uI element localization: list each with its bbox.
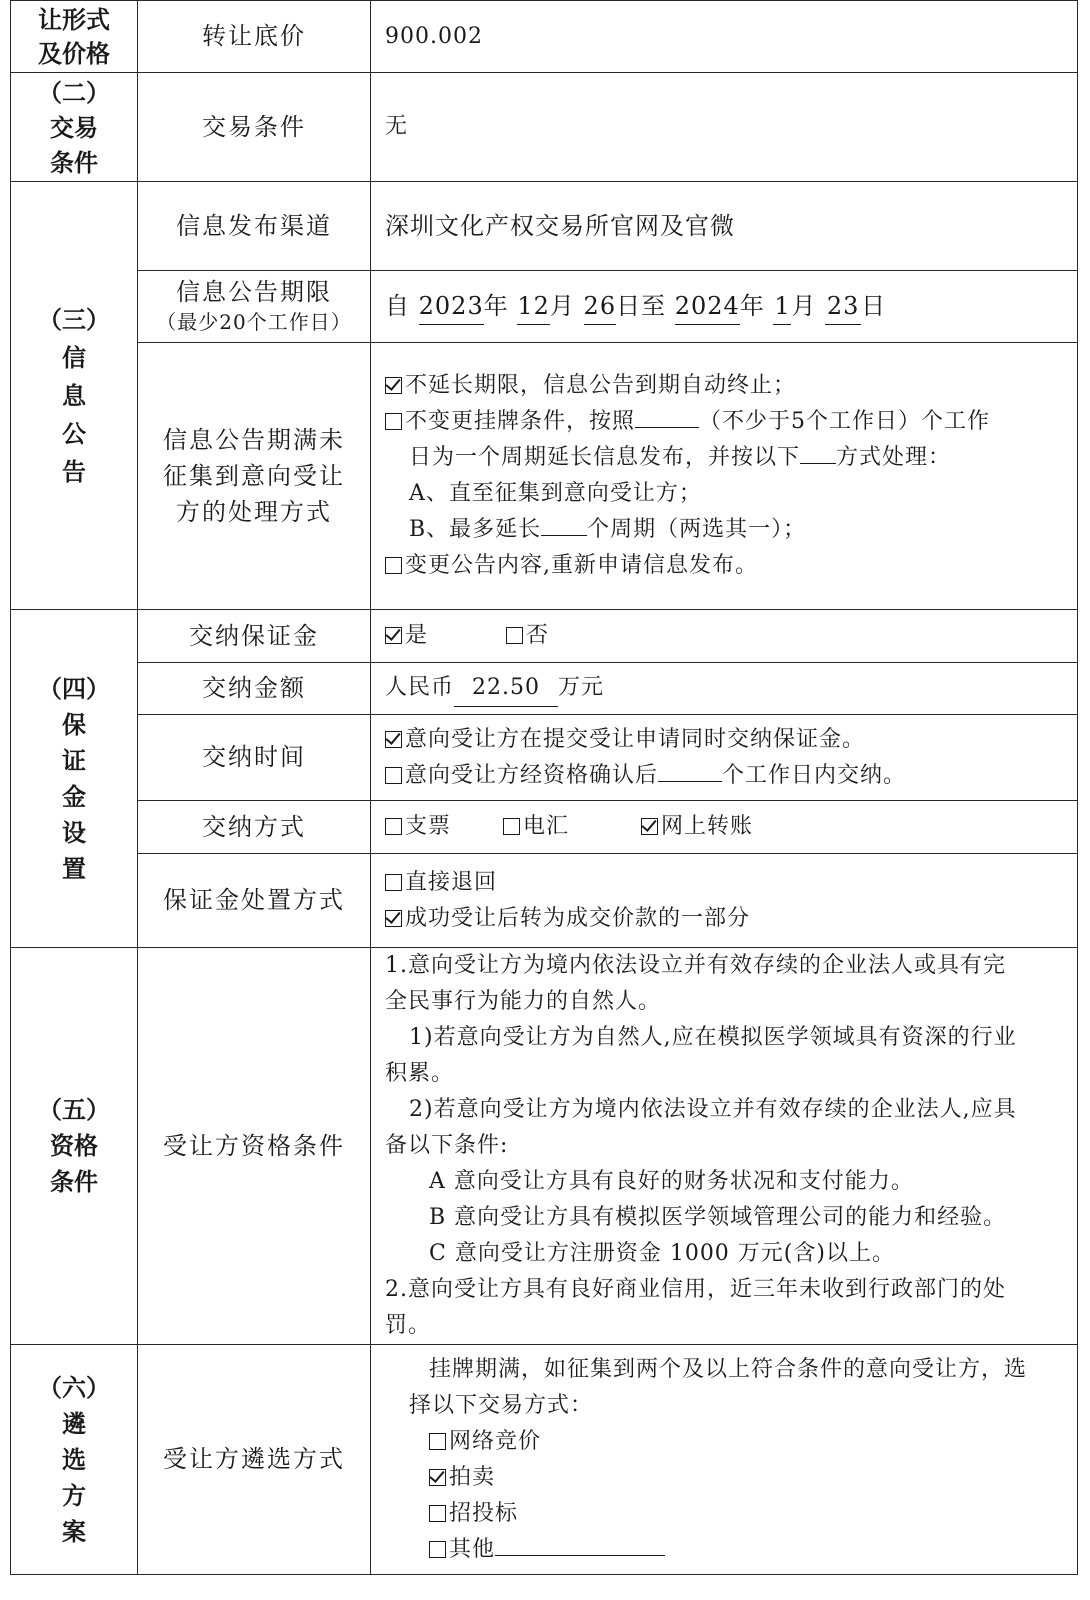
checkbox-method-wire[interactable]: [503, 818, 520, 835]
label-deposit-method: 交纳方式: [138, 801, 371, 854]
blank-method[interactable]: [800, 463, 836, 464]
row-deposit-time: [11, 715, 1078, 801]
option-extend-b: 个周期（两选其一）；: [587, 517, 807, 542]
section-line: 遴: [62, 1408, 86, 1438]
section-cell-deposit: [11, 610, 138, 948]
row-deposit-method: [11, 801, 1078, 854]
expiry-label-line: 方的处理方式: [176, 498, 332, 526]
qualification-line: 2)若意向受让方为境内依法设立并有效存续的企业法人,应具: [409, 1097, 1017, 1122]
end-year: 2024: [675, 288, 740, 325]
option-time-after-qualification: 意向受让方经资格确认后: [405, 762, 659, 788]
option-time-with-application: 意向受让方在提交受让申请同时交纳保证金。: [405, 726, 866, 752]
end-day: 23: [825, 288, 861, 325]
section-cell-selection: [11, 1345, 138, 1575]
qualification-line: A 意向受让方具有良好的财务状况和支付能力。: [429, 1169, 914, 1194]
checkbox-method-online[interactable]: [641, 818, 658, 835]
label-deposit-time: 交纳时间: [138, 715, 371, 801]
label-qualification: 受让方资格条件: [138, 948, 371, 1345]
amount-value: 22.50: [454, 670, 558, 707]
period-text: 月: [549, 292, 575, 320]
checkbox-dispose-refund[interactable]: [385, 874, 402, 891]
section-line: 息: [62, 380, 86, 410]
checkbox-no-extend[interactable]: [385, 377, 402, 394]
value-deposit-time: [371, 715, 1078, 801]
qualification-line: B 意向受让方具有模拟医学领域管理公司的能力和经验。: [429, 1205, 1007, 1230]
option-extend: （不少于5个工作日）个工作: [699, 409, 991, 434]
option-dispose-convert: 成功受让后转为成交价款的一部分: [405, 905, 751, 931]
transfer-info-table: [10, 0, 1078, 1575]
value-selection: [371, 1345, 1078, 1575]
value-deposit-disposal: [371, 854, 1078, 948]
end-month: 1: [773, 288, 791, 325]
value-qualification: [371, 948, 1078, 1345]
row-selection: [11, 1345, 1078, 1575]
section-line: 置: [62, 853, 86, 883]
option-extend: 不变更挂牌条件，按照: [405, 409, 636, 434]
checkbox-deposit-no[interactable]: [506, 627, 523, 644]
period-text: 日至: [616, 292, 667, 320]
section-line: 及价格: [38, 38, 110, 68]
option-change-content: 变更公告内容,重新申请信息发布。: [405, 553, 758, 578]
checkbox-time-with-application[interactable]: [385, 731, 402, 748]
checkbox-extend[interactable]: [385, 413, 402, 430]
deposit-yes-label: 是: [405, 623, 429, 648]
option-extend-a: A、直至征集到意向受让方；: [409, 481, 702, 506]
value-publish-channel: 深圳文化产权交易所官网及官微: [371, 182, 1078, 271]
row-expiry-handling: [11, 343, 1078, 610]
section-cell-transfer-form: [11, 1, 138, 73]
start-day: 26: [584, 288, 617, 325]
section-line: 资格: [50, 1131, 98, 1160]
section-line: 设: [62, 817, 86, 847]
selection-intro: 挂牌期满，如征集到两个及以上符合条件的意向受让方，选: [429, 1356, 1028, 1382]
expiry-label-line: 信息公告期满未: [163, 426, 345, 454]
label-base-price: 转让底价: [138, 1, 371, 73]
section-line: 证: [62, 745, 86, 775]
checkbox-change-content[interactable]: [385, 557, 402, 574]
qualification-line: 罚。: [385, 1313, 432, 1338]
option-time-after-qualification: 个工作日内交纳。: [722, 762, 907, 788]
value-deposit-amount: [371, 663, 1078, 715]
option-other: 其他: [449, 1536, 496, 1562]
section-line: 交易: [50, 112, 98, 142]
deposit-no-label: 否: [526, 623, 550, 648]
period-text: 年: [483, 292, 509, 320]
section-cell-info-announcement: [11, 182, 138, 610]
period-text: 年: [739, 292, 765, 320]
qualification-line: 全民事行为能力的自然人。: [385, 989, 662, 1014]
start-month: 12: [517, 288, 550, 325]
option-tender: 招投标: [449, 1500, 519, 1526]
row-deposit-required: [11, 610, 1078, 663]
section-line: （四）: [38, 673, 110, 703]
section-line: 条件: [50, 1167, 98, 1196]
checkbox-online-bidding[interactable]: [429, 1433, 446, 1450]
expiry-label-line: 征集到意向受让: [163, 462, 345, 490]
value-trade-conditions: 无: [371, 73, 1078, 182]
option-auction: 拍卖: [449, 1464, 496, 1490]
method-online-label: 网上转账: [661, 814, 754, 839]
checkbox-method-check[interactable]: [385, 818, 402, 835]
period-label: 信息公告期限: [176, 277, 332, 306]
qualification-line: 2.意向受让方具有良好商业信用，近三年未收到行政部门的处: [385, 1277, 1006, 1302]
value-base-price: 900.002: [371, 1, 1078, 73]
section-line: 公: [62, 418, 86, 448]
label-expiry-handling: [138, 343, 371, 610]
checkbox-dispose-convert[interactable]: [385, 910, 402, 927]
checkbox-deposit-yes[interactable]: [385, 627, 402, 644]
option-extend-b: B、最多延长: [409, 517, 542, 542]
label-publish-channel: 信息发布渠道: [138, 182, 371, 271]
checkbox-auction[interactable]: [429, 1469, 446, 1486]
checkbox-other[interactable]: [429, 1541, 446, 1558]
section-cell-qualification: [11, 948, 138, 1345]
label-trade-conditions: 交易条件: [138, 73, 371, 182]
option-no-extend: 不延长期限，信息公告到期自动终止；: [405, 373, 797, 398]
section-line: 告: [62, 456, 86, 486]
label-announcement-period: [138, 271, 371, 343]
label-deposit-amount: 交纳金额: [138, 663, 371, 715]
blank-days[interactable]: [635, 427, 699, 428]
row-qualification: [11, 948, 1078, 1345]
qualification-line: 积累。: [385, 1061, 455, 1086]
label-deposit-required: 交纳保证金: [138, 610, 371, 663]
qualification-line: 备以下条件:: [385, 1133, 509, 1158]
period-sublabel: （最少20个工作日）: [156, 309, 352, 334]
amount-prefix: 人民币: [385, 675, 455, 700]
option-online-bidding: 网络竞价: [449, 1428, 542, 1454]
qualification-line: C 意向受让方注册资金 1000 万元(含)以上。: [429, 1241, 895, 1266]
row-publish-channel: [11, 182, 1078, 271]
row-deposit-amount: [11, 663, 1078, 715]
amount-unit: 万元: [558, 675, 605, 700]
section-cell-trade-conditions: [11, 73, 138, 182]
section-line: （五）: [38, 1095, 110, 1124]
qualification-line: 1.意向受让方为境内依法设立并有效存续的企业法人或具有完: [385, 953, 1006, 978]
option-extend: 方式处理：: [836, 445, 952, 470]
option-extend: 日为一个周期延长信息发布，并按以下: [409, 445, 801, 470]
selection-intro: 择以下交易方式：: [409, 1392, 594, 1418]
period-text: 日: [861, 292, 887, 320]
label-selection: 受让方遴选方式: [138, 1345, 371, 1575]
row-base-price: [11, 1, 1078, 73]
value-announcement-period: [371, 271, 1078, 343]
value-deposit-required: [371, 610, 1078, 663]
section-line: （三）: [38, 304, 110, 334]
value-deposit-method: [371, 801, 1078, 854]
section-line: （二）: [38, 77, 110, 107]
section-line: 方: [62, 1480, 86, 1510]
value-expiry-handling: [371, 343, 1078, 610]
blank-workdays[interactable]: [658, 781, 722, 782]
start-year: 2023: [419, 288, 484, 325]
blank-cycles[interactable]: [541, 535, 587, 536]
section-line: 金: [62, 781, 86, 811]
section-line: 让形式: [38, 4, 110, 34]
checkbox-time-after-qualification[interactable]: [385, 767, 402, 784]
method-wire-label: 电汇: [523, 814, 570, 839]
row-trade-conditions: [11, 73, 1078, 182]
method-check-label: 支票: [405, 814, 452, 839]
section-line: 信: [62, 342, 86, 372]
section-line: （六）: [38, 1372, 110, 1402]
section-line: 选: [62, 1444, 86, 1474]
option-dispose-refund: 直接退回: [405, 869, 498, 895]
section-line: 保: [62, 709, 86, 739]
period-text: 自: [385, 292, 410, 320]
row-deposit-disposal: [11, 854, 1078, 948]
section-line: 条件: [50, 147, 98, 177]
blank-other[interactable]: [495, 1555, 665, 1556]
section-line: 案: [62, 1516, 86, 1546]
period-text: 月: [791, 292, 817, 320]
row-announcement-period: [11, 271, 1078, 343]
checkbox-tender[interactable]: [429, 1505, 446, 1522]
label-deposit-disposal: 保证金处置方式: [138, 854, 371, 948]
qualification-line: 1)若意向受让方为自然人,应在模拟医学领域具有资深的行业: [409, 1025, 1017, 1050]
